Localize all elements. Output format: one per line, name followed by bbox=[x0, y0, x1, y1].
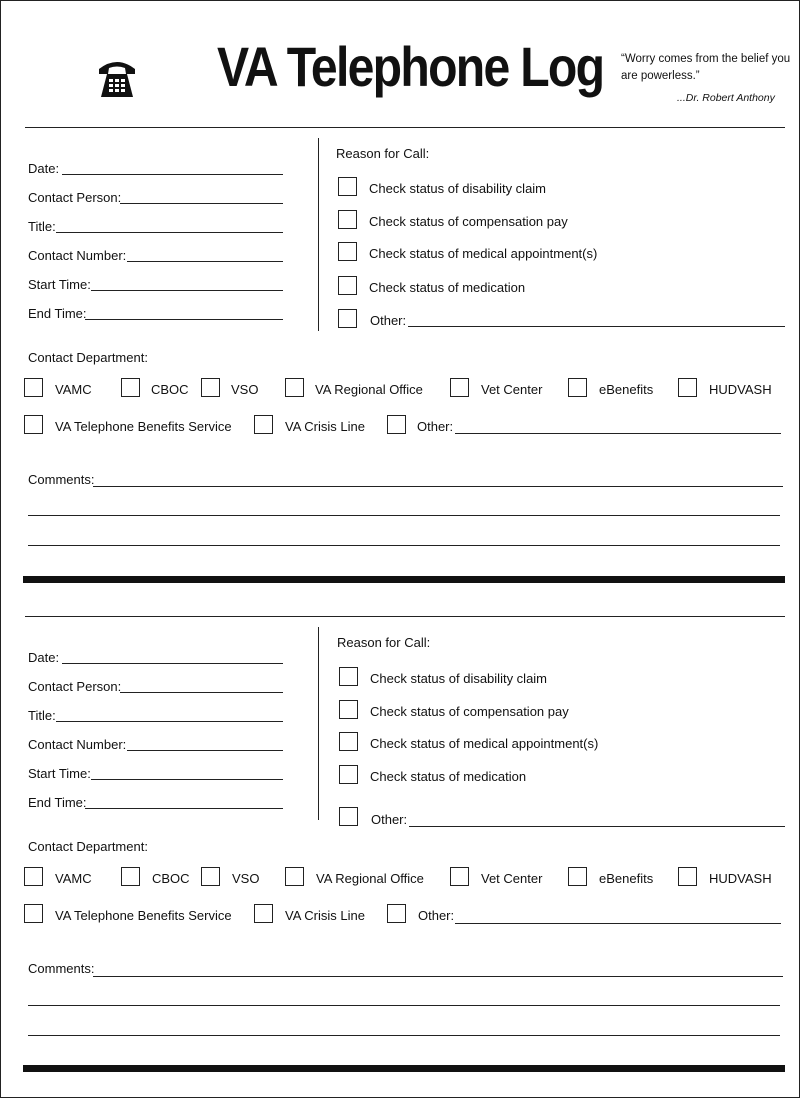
dept-other-field[interactable] bbox=[455, 923, 781, 924]
page-title: VA Telephone Log bbox=[217, 35, 604, 98]
dept-other-field[interactable] bbox=[455, 433, 781, 434]
dept-ebenefits-checkbox[interactable] bbox=[568, 378, 587, 397]
reason-disability-label: Check status of disability claim bbox=[369, 181, 547, 196]
start-time-label: Start Time: bbox=[28, 277, 91, 292]
date-field[interactable] bbox=[62, 663, 283, 664]
dept-vso-label: VSO bbox=[232, 871, 260, 886]
dept-hudvash-label: HUDVASH bbox=[709, 382, 772, 397]
reason-other-checkbox[interactable] bbox=[339, 807, 358, 826]
dept-crisis-line-label: VA Crisis Line bbox=[285, 419, 365, 434]
dept-crisis-line-label: VA Crisis Line bbox=[285, 908, 365, 923]
reason-heading: Reason for Call: bbox=[336, 146, 430, 161]
dept-regional-office-label: VA Regional Office bbox=[315, 382, 423, 397]
column-divider bbox=[318, 138, 319, 331]
start-time-label: Start Time: bbox=[28, 766, 91, 781]
reason-compensation-checkbox[interactable] bbox=[338, 210, 357, 229]
title-field[interactable] bbox=[56, 232, 283, 233]
dept-vamc-checkbox[interactable] bbox=[24, 867, 43, 886]
contact-number-field[interactable] bbox=[127, 750, 283, 751]
column-divider bbox=[318, 627, 319, 820]
dept-telephone-benefits-label: VA Telephone Benefits Service bbox=[55, 419, 232, 434]
comments-field-line-3[interactable] bbox=[28, 545, 780, 546]
dept-ebenefits-checkbox[interactable] bbox=[568, 867, 587, 886]
dept-other-checkbox[interactable] bbox=[387, 415, 406, 434]
dept-vet-center-label: Vet Center bbox=[481, 382, 543, 397]
dept-crisis-line-checkbox[interactable] bbox=[254, 904, 273, 923]
contact-person-label: Contact Person: bbox=[28, 190, 122, 205]
dept-hudvash-label: HUDVASH bbox=[709, 871, 772, 886]
entry-separator bbox=[23, 576, 785, 583]
dept-regional-office-checkbox[interactable] bbox=[285, 378, 304, 397]
start-time-field[interactable] bbox=[91, 779, 283, 780]
dept-telephone-benefits-checkbox[interactable] bbox=[24, 415, 43, 434]
contact-person-field[interactable] bbox=[120, 203, 283, 204]
dept-vso-checkbox[interactable] bbox=[201, 867, 220, 886]
dept-ebenefits-label: eBenefits bbox=[599, 382, 654, 397]
contact-number-field[interactable] bbox=[127, 261, 283, 262]
dept-cboc-checkbox[interactable] bbox=[121, 378, 140, 397]
reason-other-label: Other: bbox=[370, 313, 407, 328]
quote-author: ...Dr. Robert Anthony bbox=[677, 92, 775, 104]
comments-label: Comments: bbox=[28, 472, 95, 487]
dept-vso-checkbox[interactable] bbox=[201, 378, 220, 397]
reason-disability-label: Check status of disability claim bbox=[370, 671, 548, 686]
dept-ebenefits-label: eBenefits bbox=[599, 871, 654, 886]
dept-vet-center-checkbox[interactable] bbox=[450, 867, 469, 886]
reason-appointment-label: Check status of medical appointment(s) bbox=[370, 736, 599, 751]
dept-other-checkbox[interactable] bbox=[387, 904, 406, 923]
reason-other-checkbox[interactable] bbox=[338, 309, 357, 328]
dept-vet-center-checkbox[interactable] bbox=[450, 378, 469, 397]
entry-separator bbox=[23, 1065, 785, 1072]
dept-cboc-label: CBOC bbox=[152, 871, 190, 886]
reason-medication-checkbox[interactable] bbox=[339, 765, 358, 784]
department-heading: Contact Department: bbox=[28, 350, 148, 365]
title-field[interactable] bbox=[56, 721, 283, 722]
dept-vamc-checkbox[interactable] bbox=[24, 378, 43, 397]
comments-field-line-2[interactable] bbox=[28, 515, 780, 516]
dept-vso-label: VSO bbox=[231, 382, 259, 397]
reason-compensation-label: Check status of compensation pay bbox=[369, 214, 568, 229]
reason-medication-checkbox[interactable] bbox=[338, 276, 357, 295]
section-rule bbox=[25, 616, 785, 617]
end-time-label: End Time: bbox=[28, 795, 87, 810]
section-rule bbox=[25, 127, 785, 128]
dept-vamc-label: VAMC bbox=[55, 871, 92, 886]
dept-cboc-label: CBOC bbox=[151, 382, 189, 397]
dept-other-label: Other: bbox=[417, 419, 454, 434]
dept-hudvash-checkbox[interactable] bbox=[678, 378, 697, 397]
comments-field-line-1[interactable] bbox=[93, 976, 783, 977]
reason-other-label: Other: bbox=[371, 812, 408, 827]
end-time-field[interactable] bbox=[85, 808, 283, 809]
dept-vet-center-label: Vet Center bbox=[481, 871, 543, 886]
reason-disability-checkbox[interactable] bbox=[338, 177, 357, 196]
dept-telephone-benefits-checkbox[interactable] bbox=[24, 904, 43, 923]
dept-hudvash-checkbox[interactable] bbox=[678, 867, 697, 886]
dept-other-label: Other: bbox=[418, 908, 455, 923]
dept-regional-office-label: VA Regional Office bbox=[316, 871, 424, 886]
date-label: Date: bbox=[28, 650, 60, 665]
reason-appointment-checkbox[interactable] bbox=[339, 732, 358, 751]
reason-compensation-label: Check status of compensation pay bbox=[370, 704, 569, 719]
reason-appointment-label: Check status of medical appointment(s) bbox=[369, 246, 598, 261]
date-field[interactable] bbox=[62, 174, 283, 175]
dept-telephone-benefits-label: VA Telephone Benefits Service bbox=[55, 908, 232, 923]
reason-disability-checkbox[interactable] bbox=[339, 667, 358, 686]
comments-field-line-2[interactable] bbox=[28, 1005, 780, 1006]
quote-text: “Worry comes from the belief you are powerless.” bbox=[621, 53, 791, 82]
end-time-field[interactable] bbox=[85, 319, 283, 320]
title-label: Title: bbox=[28, 708, 56, 723]
comments-label: Comments: bbox=[28, 961, 95, 976]
end-time-label: End Time: bbox=[28, 306, 87, 321]
contact-person-field[interactable] bbox=[120, 692, 283, 693]
contact-person-label: Contact Person: bbox=[28, 679, 122, 694]
reason-medication-label: Check status of medication bbox=[370, 769, 527, 784]
contact-number-label: Contact Number: bbox=[28, 248, 127, 263]
dept-crisis-line-checkbox[interactable] bbox=[254, 415, 273, 434]
reason-compensation-checkbox[interactable] bbox=[339, 700, 358, 719]
contact-number-label: Contact Number: bbox=[28, 737, 127, 752]
start-time-field[interactable] bbox=[91, 290, 283, 291]
department-heading: Contact Department: bbox=[28, 839, 148, 854]
date-label: Date: bbox=[28, 161, 60, 176]
reason-other-field[interactable] bbox=[408, 326, 785, 327]
telephone-icon bbox=[97, 57, 137, 99]
reason-heading: Reason for Call: bbox=[337, 635, 431, 650]
title-label: Title: bbox=[28, 219, 56, 234]
reason-other-field[interactable] bbox=[409, 826, 785, 827]
comments-field-line-3[interactable] bbox=[28, 1035, 780, 1036]
dept-cboc-checkbox[interactable] bbox=[121, 867, 140, 886]
comments-field-line-1[interactable] bbox=[93, 486, 783, 487]
reason-medication-label: Check status of medication bbox=[369, 280, 526, 295]
dept-regional-office-checkbox[interactable] bbox=[285, 867, 304, 886]
reason-appointment-checkbox[interactable] bbox=[338, 242, 357, 261]
dept-vamc-label: VAMC bbox=[55, 382, 92, 397]
